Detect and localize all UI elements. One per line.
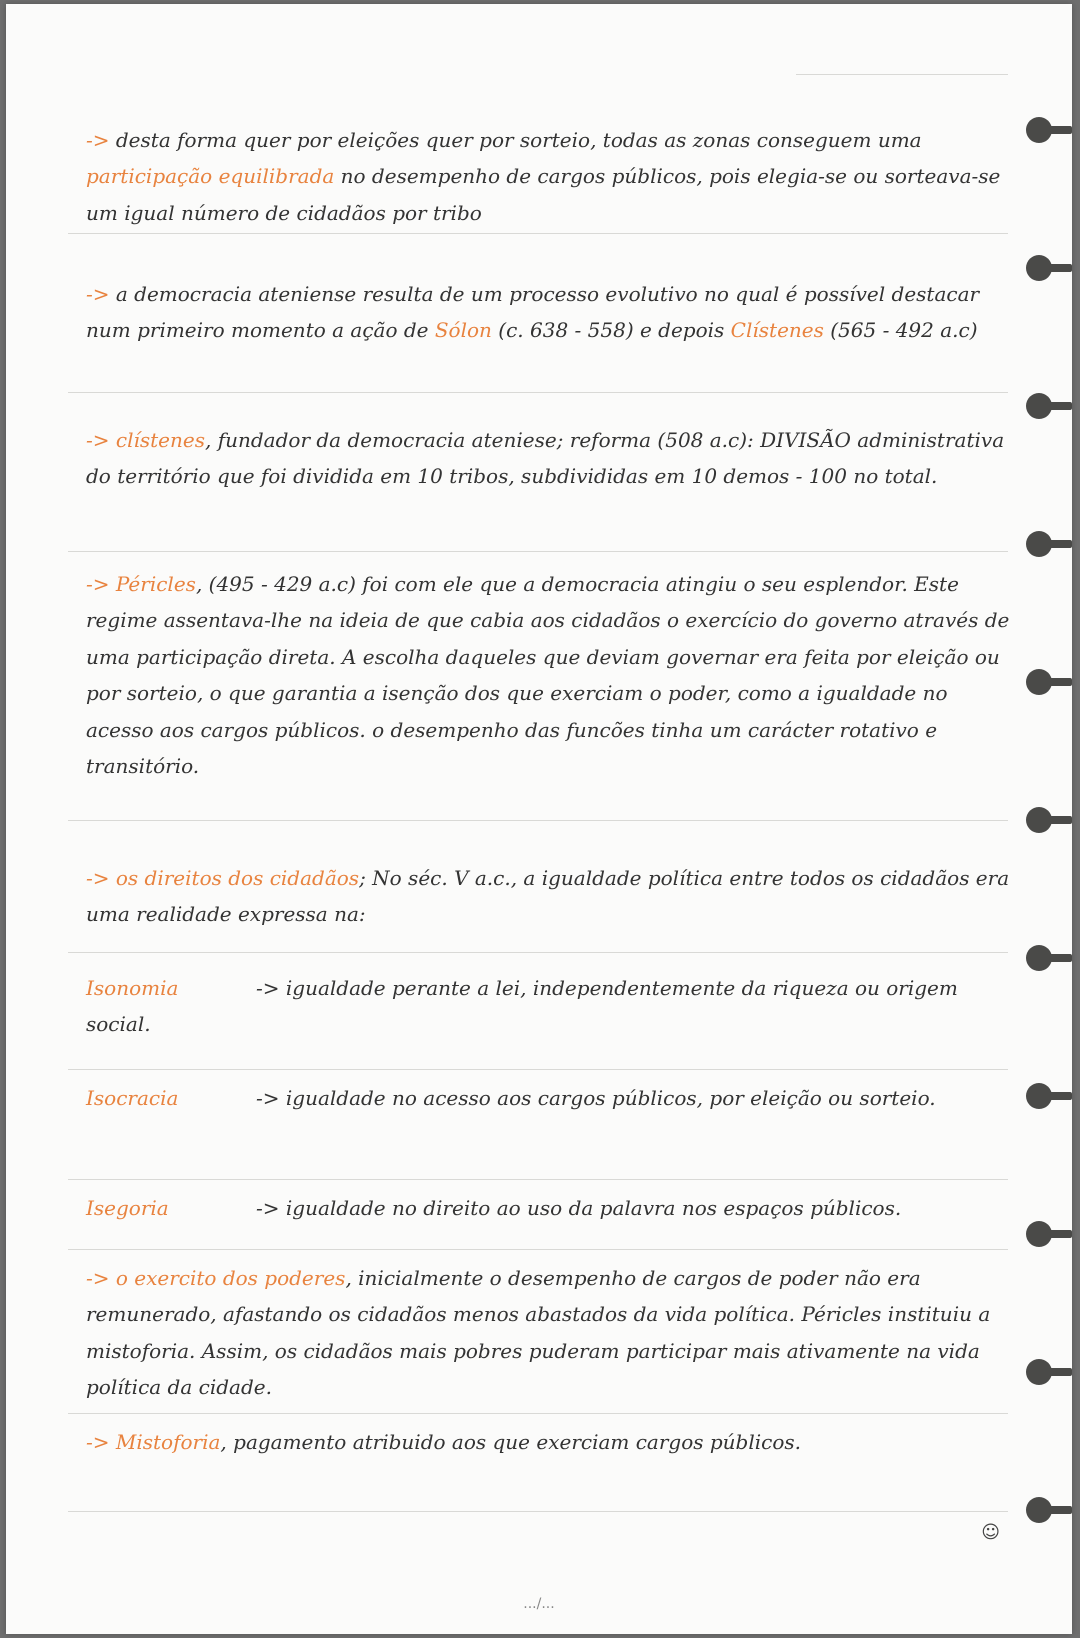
term-definition: -> igualdade perante a lei, independentemente da riqueza ou origem social. (86, 976, 958, 1037)
binder-ring (1026, 387, 1072, 427)
binder-ring (1026, 525, 1072, 565)
ruled-line (68, 551, 1008, 552)
note-paragraph: -> Péricles, (495 - 429 a.c) foi com ele que a democracia atingiu o seu esplendor. Este regime assentava-lhe na ideia de que cabia aos cidadãos o exercício do governo através de uma participação direta. A escolha daqueles que deviam governar era feita por eleição ou por sorteio, o que garantia a isenção dos que exerciam o poder, como a igualdade no acesso aos cargos públicos. o desempenho das funcões tinha um carácter rotativo e transitório. (86, 572, 1010, 779)
note-paragraph: -> clístenes, fundador da democracia ateniese; reforma (508 a.c): DIVISÃO administrativa do território que foi dividida em 10 tribos, subdivididas em 10 demos - 100 no total. (86, 428, 1005, 489)
page-continuation-mark: .../... (523, 1596, 555, 1612)
definition-isocracia (86, 1080, 1016, 1116)
ruled-line (68, 233, 1008, 234)
binder-ring (1026, 1215, 1072, 1255)
note-paragraph: -> desta forma quer por eleições quer por sorteio, todas as zonas conseguem uma participação equilibrada no desempenho de cargos públicos, pois elegia-se ou sorteava-se um igual número de cidadãos por tribo (86, 128, 1001, 225)
binder-ring (1026, 249, 1072, 289)
note-paragraph: -> a democracia ateniense resulta de um processo evolutivo no qual é possível destacar num primeiro momento a ação de Sólon (c. 638 - 558) e depois Clístenes (565 - 492 a.c) (86, 282, 980, 343)
binder-ring (1026, 1353, 1072, 1393)
binder-ring (1026, 663, 1072, 703)
ruled-line (68, 1511, 1008, 1512)
term-definition: -> igualdade no direito ao uso da palavra nos espaços públicos. (256, 1196, 902, 1220)
ruled-line (68, 1069, 1008, 1070)
ruled-line (68, 1413, 1008, 1414)
term-label: Isonomia (86, 976, 179, 1000)
term-label: Isocracia (86, 1086, 179, 1110)
definition-isonomia (86, 970, 1016, 1043)
binder-ring (1026, 1491, 1072, 1531)
ruled-line (68, 1179, 1008, 1180)
ruled-line (68, 1249, 1008, 1250)
term-label: Isegoria (86, 1196, 169, 1220)
ruled-line (68, 820, 1008, 821)
term-definition: -> igualdade no acesso aos cargos públicos, por eleição ou sorteio. (256, 1086, 936, 1110)
binder-ring (1026, 1077, 1072, 1117)
ruled-line (68, 392, 1008, 393)
note-paragraph: -> Mistoforia, pagamento atribuido aos que exerciam cargos públicos. (86, 1430, 802, 1454)
notebook-page (6, 4, 1072, 1634)
binder-ring (1026, 939, 1072, 979)
doodle-icon: ☺ (981, 1522, 1000, 1543)
binder-ring (1026, 111, 1072, 151)
ruled-line (68, 952, 1008, 953)
ruled-line (796, 74, 1008, 75)
note-paragraph: -> os direitos dos cidadãos; No séc. V a.c., a igualdade política entre todos os cidadãos era uma realidade expressa na: (86, 866, 1010, 927)
definition-isegoria (86, 1190, 1016, 1226)
note-paragraph: -> o exercito dos poderes, inicialmente o desempenho de cargos de poder não era remunerado, afastando os cidadãos menos abastados da vida política. Péricles instituiu a mistoforia. Assim, os cidadãos mais pobres puderam participar mais ativamente na vida política da cidade. (86, 1266, 991, 1400)
binder-ring (1026, 801, 1072, 841)
